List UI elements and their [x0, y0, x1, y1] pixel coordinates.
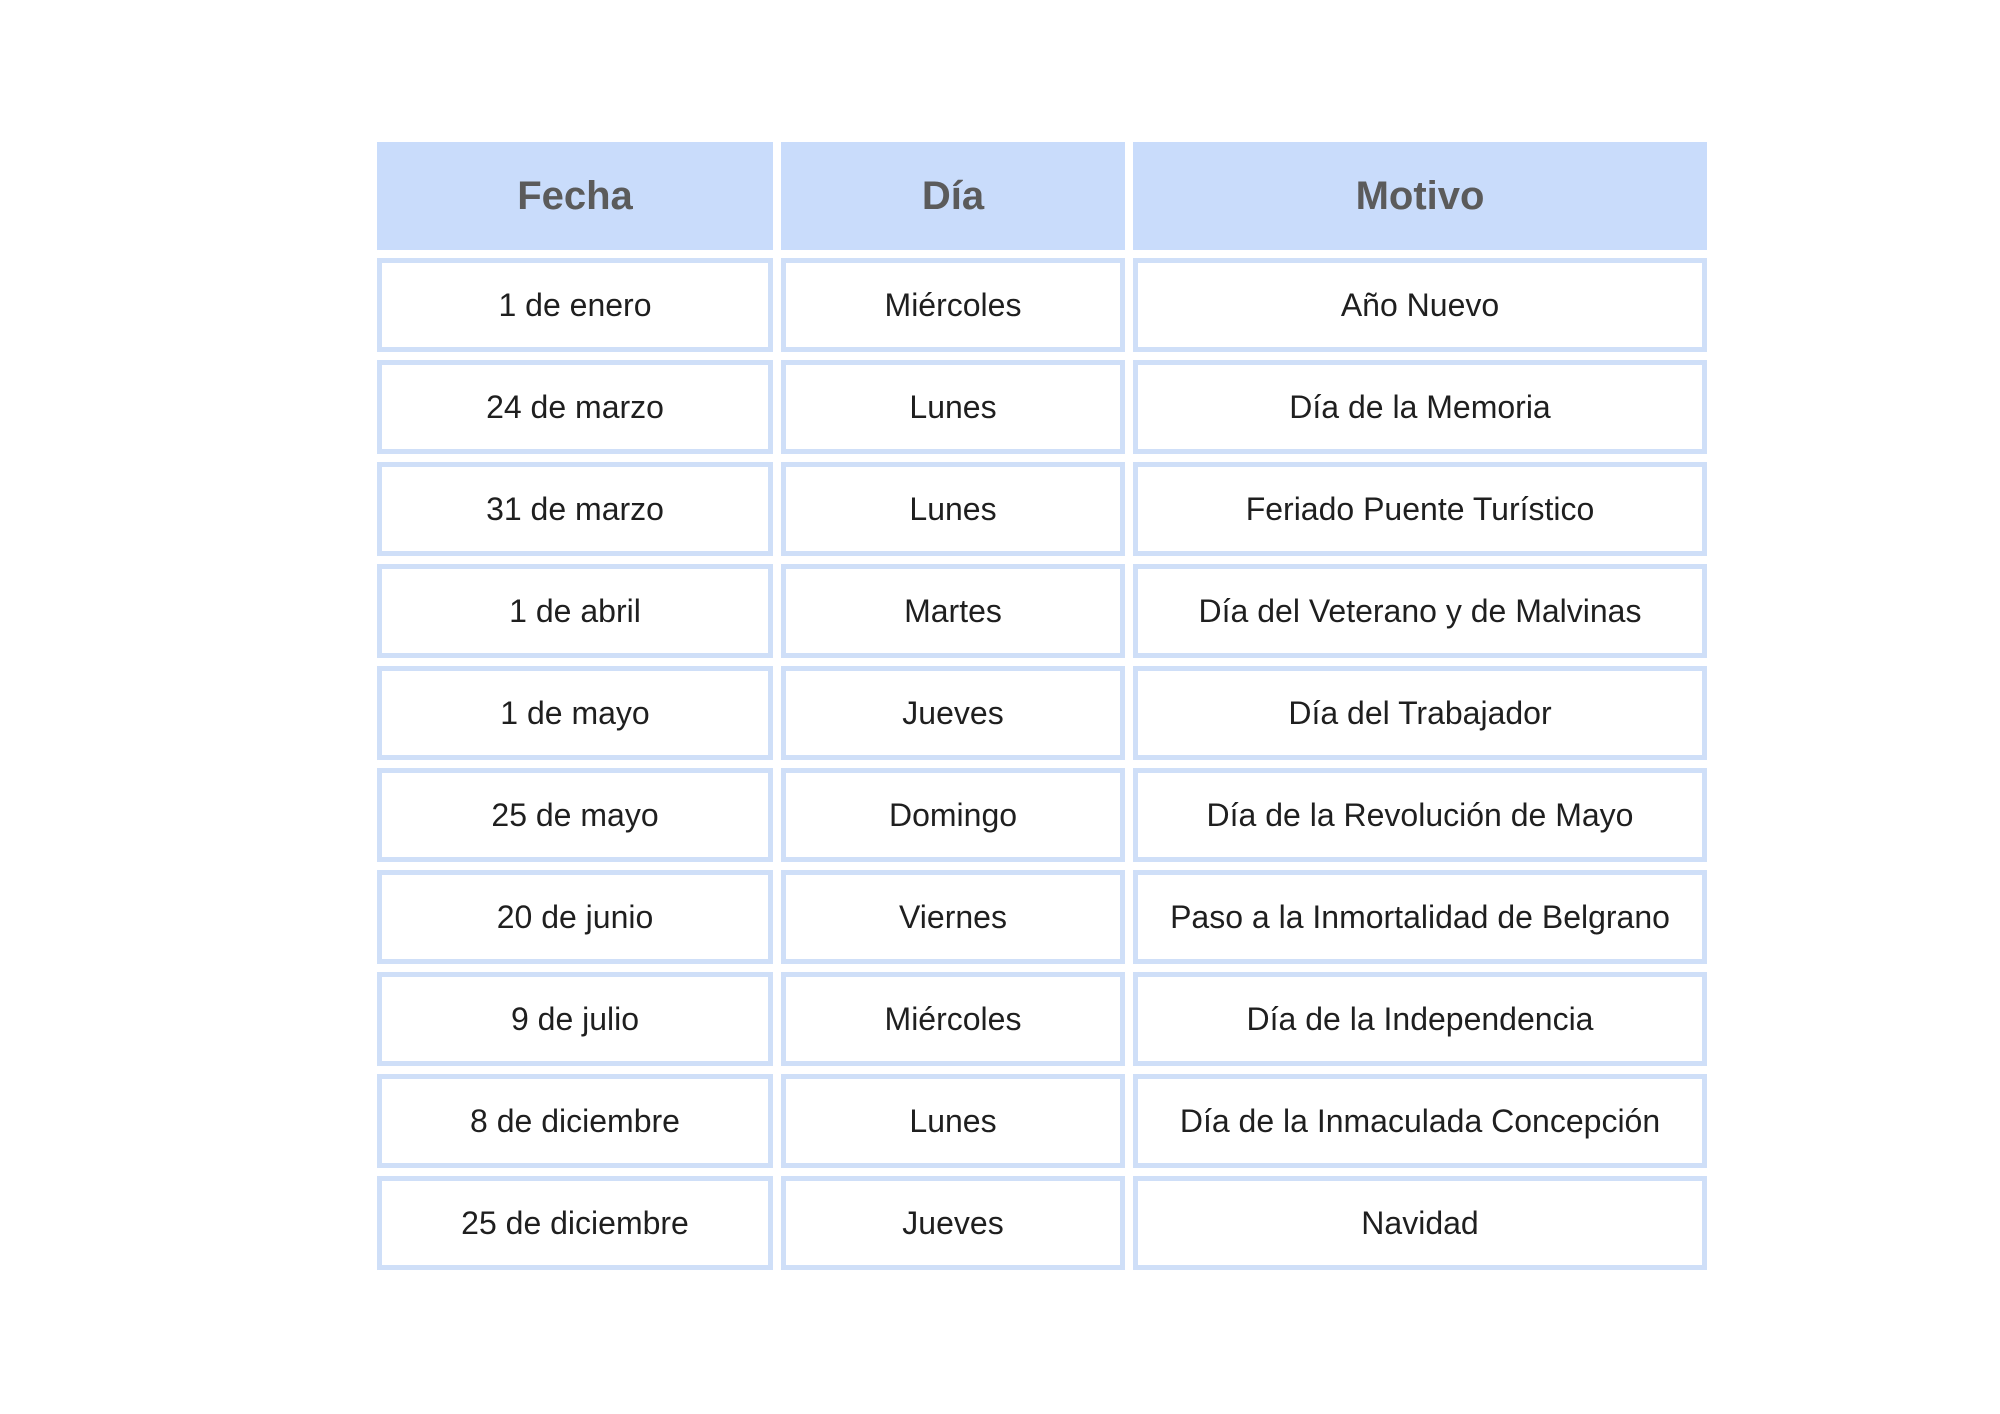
cell-fecha: 1 de enero — [377, 258, 773, 352]
cell-motivo: Día de la Independencia — [1133, 972, 1707, 1066]
cell-motivo: Día de la Inmaculada Concepción — [1133, 1074, 1707, 1168]
header-dia: Día — [781, 142, 1125, 250]
cell-dia: Miércoles — [781, 258, 1125, 352]
cell-dia: Lunes — [781, 1074, 1125, 1168]
table-row — [377, 462, 1707, 556]
cell-motivo: Año Nuevo — [1133, 258, 1707, 352]
cell-motivo: Navidad — [1133, 1176, 1707, 1270]
table-row — [377, 1176, 1707, 1270]
cell-dia: Miércoles — [781, 972, 1125, 1066]
cell-motivo: Día de la Revolución de Mayo — [1133, 768, 1707, 862]
cell-dia: Domingo — [781, 768, 1125, 862]
cell-dia: Lunes — [781, 462, 1125, 556]
cell-fecha: 25 de mayo — [377, 768, 773, 862]
cell-motivo: Día de la Memoria — [1133, 360, 1707, 454]
header-fecha: Fecha — [377, 142, 773, 250]
cell-dia: Martes — [781, 564, 1125, 658]
cell-fecha: 8 de diciembre — [377, 1074, 773, 1168]
table-row — [377, 972, 1707, 1066]
table-header-row — [377, 142, 1707, 250]
table-row — [377, 1074, 1707, 1168]
cell-motivo: Día del Trabajador — [1133, 666, 1707, 760]
cell-fecha: 9 de julio — [377, 972, 773, 1066]
cell-fecha: 24 de marzo — [377, 360, 773, 454]
cell-dia: Jueves — [781, 1176, 1125, 1270]
cell-fecha: 1 de abril — [377, 564, 773, 658]
table-row — [377, 564, 1707, 658]
cell-fecha: 25 de diciembre — [377, 1176, 773, 1270]
cell-fecha: 1 de mayo — [377, 666, 773, 760]
cell-motivo: Día del Veterano y de Malvinas — [1133, 564, 1707, 658]
table-row — [377, 258, 1707, 352]
cell-motivo: Paso a la Inmortalidad de Belgrano — [1133, 870, 1707, 964]
cell-fecha: 31 de marzo — [377, 462, 773, 556]
cell-dia: Lunes — [781, 360, 1125, 454]
cell-dia: Viernes — [781, 870, 1125, 964]
cell-fecha: 20 de junio — [377, 870, 773, 964]
holidays-table — [377, 142, 1707, 1278]
cell-motivo: Feriado Puente Turístico — [1133, 462, 1707, 556]
table-row — [377, 768, 1707, 862]
table-row — [377, 666, 1707, 760]
cell-dia: Jueves — [781, 666, 1125, 760]
table-row — [377, 870, 1707, 964]
table-row — [377, 360, 1707, 454]
header-motivo: Motivo — [1133, 142, 1707, 250]
